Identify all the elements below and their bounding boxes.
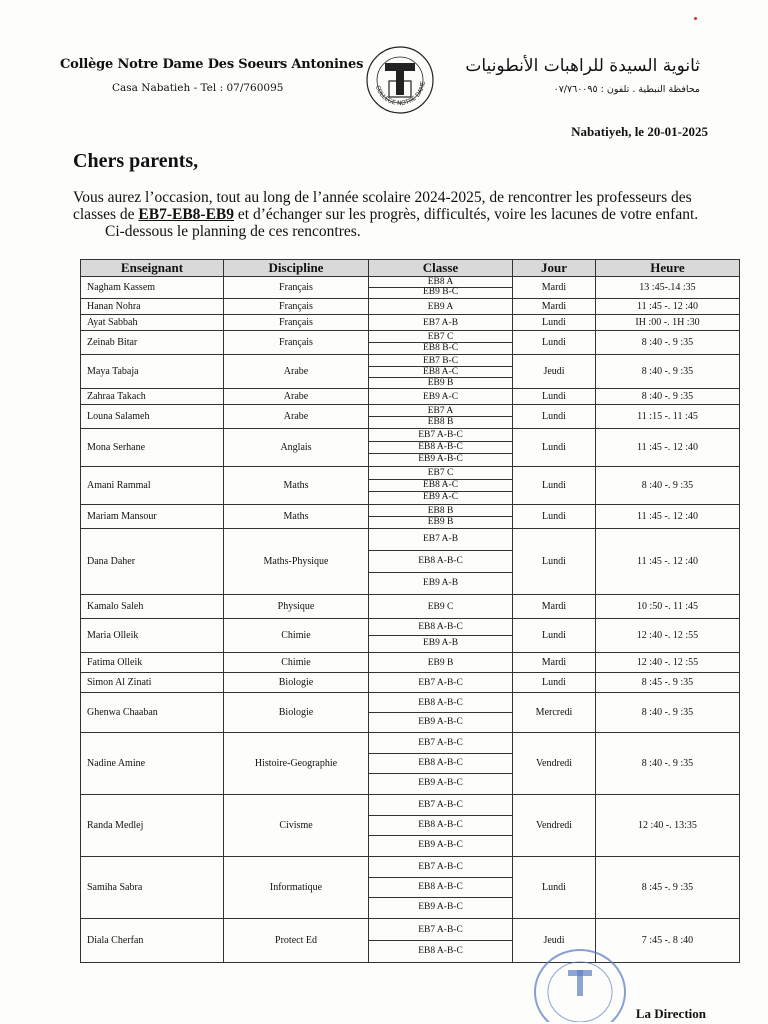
- table-row: [81, 619, 740, 653]
- class-label: EB9 A-B-C: [369, 712, 512, 732]
- cell-classe: [369, 389, 513, 405]
- cell-heure: 7 :45 -. 8 :40: [596, 919, 740, 963]
- class-label: EB7 A-B: [422, 534, 459, 545]
- cell-discipline: Protect Ed: [224, 919, 369, 963]
- table-row: [81, 429, 740, 467]
- class-label: EB9 C: [427, 601, 454, 612]
- class-label: EB9 A: [427, 301, 454, 312]
- cell-discipline: Maths: [224, 505, 369, 529]
- cell-classe: [369, 529, 513, 595]
- class-label: EB9 A-B-C: [369, 453, 512, 465]
- class-label: EB8 B-C: [369, 342, 512, 354]
- cell-classe: [369, 315, 513, 331]
- class-label: EB8 A-B-C: [418, 697, 463, 708]
- cell-jour: Mardi: [513, 595, 596, 619]
- cell-discipline: Anglais: [224, 429, 369, 467]
- cell-enseignant: Randa Medlej: [81, 795, 224, 857]
- cell-discipline: Civisme: [224, 795, 369, 857]
- class-label: EB7 A-B-C: [418, 799, 463, 810]
- table-row: [81, 505, 740, 529]
- cell-jour: Mardi: [513, 299, 596, 315]
- cell-classe: [369, 467, 513, 505]
- class-label: EB9 A-B-C: [369, 773, 512, 793]
- cell-discipline: Français: [224, 331, 369, 355]
- class-label: EB7 A-B: [422, 317, 459, 328]
- class-label: EB7 A: [427, 405, 454, 416]
- cell-classe: [369, 277, 513, 299]
- class-label: EB8 A-B-C: [369, 940, 512, 962]
- table-row: [81, 331, 740, 355]
- cell-heure: 10 :50 -. 11 :45: [596, 595, 740, 619]
- cell-jour: Mercredi: [513, 693, 596, 733]
- cell-enseignant: Nadine Amine: [81, 733, 224, 795]
- class-label: EB9 A-C: [422, 391, 459, 402]
- header-enseignant: Enseignant: [81, 260, 224, 277]
- class-label: EB8 A-C: [369, 479, 512, 491]
- cell-enseignant: Mariam Mansour: [81, 505, 224, 529]
- cell-classe: [369, 429, 513, 467]
- class-label: EB7 B-C: [422, 355, 459, 366]
- cell-heure: 8 :45 -. 9 :35: [596, 857, 740, 919]
- class-label: EB7 A-B-C: [418, 429, 463, 440]
- class-label: EB9 B: [369, 377, 512, 388]
- cell-heure: 8 :40 -. 9 :35: [596, 733, 740, 795]
- cell-discipline: Français: [224, 299, 369, 315]
- red-dot-mark: [694, 17, 697, 20]
- cell-classe: [369, 505, 513, 529]
- class-label: EB9 A-B: [369, 635, 512, 652]
- cell-heure: 11 :45 -. 12 :40: [596, 529, 740, 595]
- signature-la-direction: La Direction: [635, 1006, 706, 1021]
- cell-enseignant: Ghenwa Chaaban: [81, 693, 224, 733]
- cell-jour: Lundi: [513, 331, 596, 355]
- cell-classe: [369, 693, 513, 733]
- school-contact-ar: محافظة النبطية . تلفون : ٠٧/٧٦٠٠٩٥: [553, 84, 700, 95]
- class-label: EB8 A-B-C: [369, 753, 512, 773]
- class-label: EB7 A-B-C: [418, 861, 463, 872]
- table-row: [81, 595, 740, 619]
- class-label: EB7 A-B-C: [418, 924, 463, 935]
- school-header-fr: [60, 57, 364, 94]
- intro-paragraph: [73, 189, 733, 240]
- cell-discipline: Arabe: [224, 355, 369, 389]
- cell-classe: [369, 405, 513, 429]
- logo-text: COLLEGE NOTRE DAME: [373, 80, 428, 108]
- school-header-ar: [465, 56, 700, 95]
- cell-heure: 8 :45 -. 9 :35: [596, 673, 740, 693]
- table-row: [81, 529, 740, 595]
- cell-classe: [369, 595, 513, 619]
- cell-heure: 8 :40 -. 9 :35: [596, 355, 740, 389]
- cell-enseignant: Nagham Kassem: [81, 277, 224, 299]
- cell-heure: 12 :40 -. 13:35: [596, 795, 740, 857]
- class-label: EB8 B: [427, 505, 454, 516]
- table-row: [81, 355, 740, 389]
- cell-classe: [369, 673, 513, 693]
- greeting: Chers parents,: [73, 150, 199, 172]
- cell-enseignant: Zeinab Bitar: [81, 331, 224, 355]
- cell-jour: Lundi: [513, 389, 596, 405]
- cell-heure: IH :00 -. 1H :30: [596, 315, 740, 331]
- cell-heure: 11 :15 -. 11 :45: [596, 405, 740, 429]
- cell-classe: [369, 299, 513, 315]
- table-row: [81, 919, 740, 963]
- cell-heure: 11 :45 -. 12 :40: [596, 429, 740, 467]
- school-contact-fr: Casa Nabatieh - Tel : 07/760095: [112, 82, 284, 94]
- class-label: EB9 B-C: [369, 287, 512, 298]
- class-label: EB9 A-B: [369, 572, 512, 594]
- cell-classe: [369, 919, 513, 963]
- cell-jour: Lundi: [513, 405, 596, 429]
- class-label: EB7 C: [427, 331, 454, 342]
- cell-discipline: Arabe: [224, 405, 369, 429]
- letter-date: Nabatiyeh, le 20-01-2025: [571, 124, 708, 139]
- cell-jour: Vendredi: [513, 795, 596, 857]
- cell-enseignant: Mona Serhane: [81, 429, 224, 467]
- cell-discipline: Physique: [224, 595, 369, 619]
- cell-jour: Lundi: [513, 429, 596, 467]
- school-name-fr: Collège Notre Dame Des Soeurs Antonines: [60, 57, 364, 72]
- cell-enseignant: Diala Cherfan: [81, 919, 224, 963]
- cell-jour: Vendredi: [513, 733, 596, 795]
- school-stamp: [530, 944, 630, 1022]
- cell-jour: Lundi: [513, 467, 596, 505]
- cell-jour: Lundi: [513, 857, 596, 919]
- class-label: EB8 A-B-C: [418, 621, 463, 632]
- cell-enseignant: Ayat Sabbah: [81, 315, 224, 331]
- school-name-ar: ثانوية السيدة للراهبات الأنطونيات: [465, 56, 700, 76]
- table-row: [81, 693, 740, 733]
- cell-enseignant: Kamalo Saleh: [81, 595, 224, 619]
- class-label: EB8 A-B-C: [369, 877, 512, 897]
- cell-discipline: Chimie: [224, 619, 369, 653]
- class-label: EB9 B: [427, 657, 454, 668]
- class-label: EB9 A-C: [369, 491, 512, 503]
- cell-classe: [369, 331, 513, 355]
- cell-heure: 12 :40 -. 12 :55: [596, 619, 740, 653]
- cell-enseignant: Samiha Sabra: [81, 857, 224, 919]
- cell-jour: Mardi: [513, 653, 596, 673]
- cell-enseignant: Maria Olleik: [81, 619, 224, 653]
- cell-classe: [369, 857, 513, 919]
- cell-jour: Lundi: [513, 673, 596, 693]
- cell-discipline: Biologie: [224, 673, 369, 693]
- cell-enseignant: Louna Salameh: [81, 405, 224, 429]
- class-label: EB8 B: [369, 416, 512, 428]
- cell-heure: 12 :40 -. 12 :55: [596, 653, 740, 673]
- cell-enseignant: Fatima Olleik: [81, 653, 224, 673]
- cell-classe: [369, 733, 513, 795]
- class-label: EB8 A-B-C: [369, 441, 512, 453]
- intro-classes: EB7-EB8-EB9: [138, 206, 235, 223]
- cell-enseignant: Simon Al Zinati: [81, 673, 224, 693]
- schedule-table: [80, 259, 740, 963]
- table-row: [81, 733, 740, 795]
- table-header-row: [81, 260, 740, 277]
- cell-heure: 8 :40 -. 9 :35: [596, 693, 740, 733]
- table-row: [81, 277, 740, 299]
- class-label: EB8 A-B-C: [369, 815, 512, 835]
- header-heure: Heure: [596, 260, 740, 277]
- cell-discipline: Chimie: [224, 653, 369, 673]
- cell-classe: [369, 653, 513, 673]
- cell-discipline: Biologie: [224, 693, 369, 733]
- class-label: EB7 C: [427, 467, 454, 478]
- class-label: EB8 A: [427, 276, 454, 287]
- table-row: [81, 315, 740, 331]
- cell-heure: 13 :45-.14 :35: [596, 277, 740, 299]
- cell-enseignant: Dana Daher: [81, 529, 224, 595]
- cell-jour: Jeudi: [513, 355, 596, 389]
- cell-jour: Lundi: [513, 529, 596, 595]
- intro-text-1: Vous aurez l’occasion, tout au long de l’année scolaire 2024-2025, de rencontrer les professeurs des classes de: [73, 189, 692, 223]
- header-discipline: Discipline: [224, 260, 369, 277]
- cell-enseignant: Maya Tabaja: [81, 355, 224, 389]
- header-classe: Classe: [369, 260, 513, 277]
- cell-heure: 11 :45 -. 12 :40: [596, 505, 740, 529]
- class-label: EB9 B: [369, 516, 512, 528]
- cell-jour: Lundi: [513, 315, 596, 331]
- intro-text-2: et d’échanger sur les progrès, difficultés, voire les lacunes de votre enfant.: [234, 206, 699, 223]
- cell-discipline: Maths-Physique: [224, 529, 369, 595]
- cell-discipline: Informatique: [224, 857, 369, 919]
- cell-discipline: Français: [224, 315, 369, 331]
- table-row: [81, 299, 740, 315]
- cell-discipline: Maths: [224, 467, 369, 505]
- cell-heure: 8 :40 -. 9 :35: [596, 331, 740, 355]
- cell-heure: 8 :40 -. 9 :35: [596, 389, 740, 405]
- table-row: [81, 673, 740, 693]
- cell-discipline: Arabe: [224, 389, 369, 405]
- cell-jour: Lundi: [513, 505, 596, 529]
- class-label: EB9 A-B-C: [369, 897, 512, 917]
- cell-classe: [369, 795, 513, 857]
- table-row: [81, 653, 740, 673]
- cell-discipline: Histoire-Geographie: [224, 733, 369, 795]
- class-label: EB7 A-B-C: [418, 677, 463, 688]
- cell-heure: 11 :45 -. 12 :40: [596, 299, 740, 315]
- table-row: [81, 467, 740, 505]
- cell-enseignant: Zahraa Takach: [81, 389, 224, 405]
- cell-discipline: Français: [224, 277, 369, 299]
- cell-jour: Mardi: [513, 277, 596, 299]
- class-label: EB8 A-C: [369, 366, 512, 377]
- cell-enseignant: Amani Rammal: [81, 467, 224, 505]
- table-row: [81, 389, 740, 405]
- header-jour: Jour: [513, 260, 596, 277]
- cell-jour: Jeudi: [513, 919, 596, 963]
- class-label: EB9 A-B-C: [369, 835, 512, 855]
- class-label: EB8 A-B-C: [369, 550, 512, 572]
- table-row: [81, 405, 740, 429]
- cell-heure: 8 :40 -. 9 :35: [596, 467, 740, 505]
- school-logo: [365, 45, 435, 115]
- class-label: EB7 A-B-C: [418, 737, 463, 748]
- cell-jour: Lundi: [513, 619, 596, 653]
- cell-classe: [369, 355, 513, 389]
- intro-text-3: Ci-dessous le planning de ces rencontres.: [105, 223, 361, 240]
- table-row: [81, 795, 740, 857]
- cell-enseignant: Hanan Nohra: [81, 299, 224, 315]
- cell-classe: [369, 619, 513, 653]
- table-row: [81, 857, 740, 919]
